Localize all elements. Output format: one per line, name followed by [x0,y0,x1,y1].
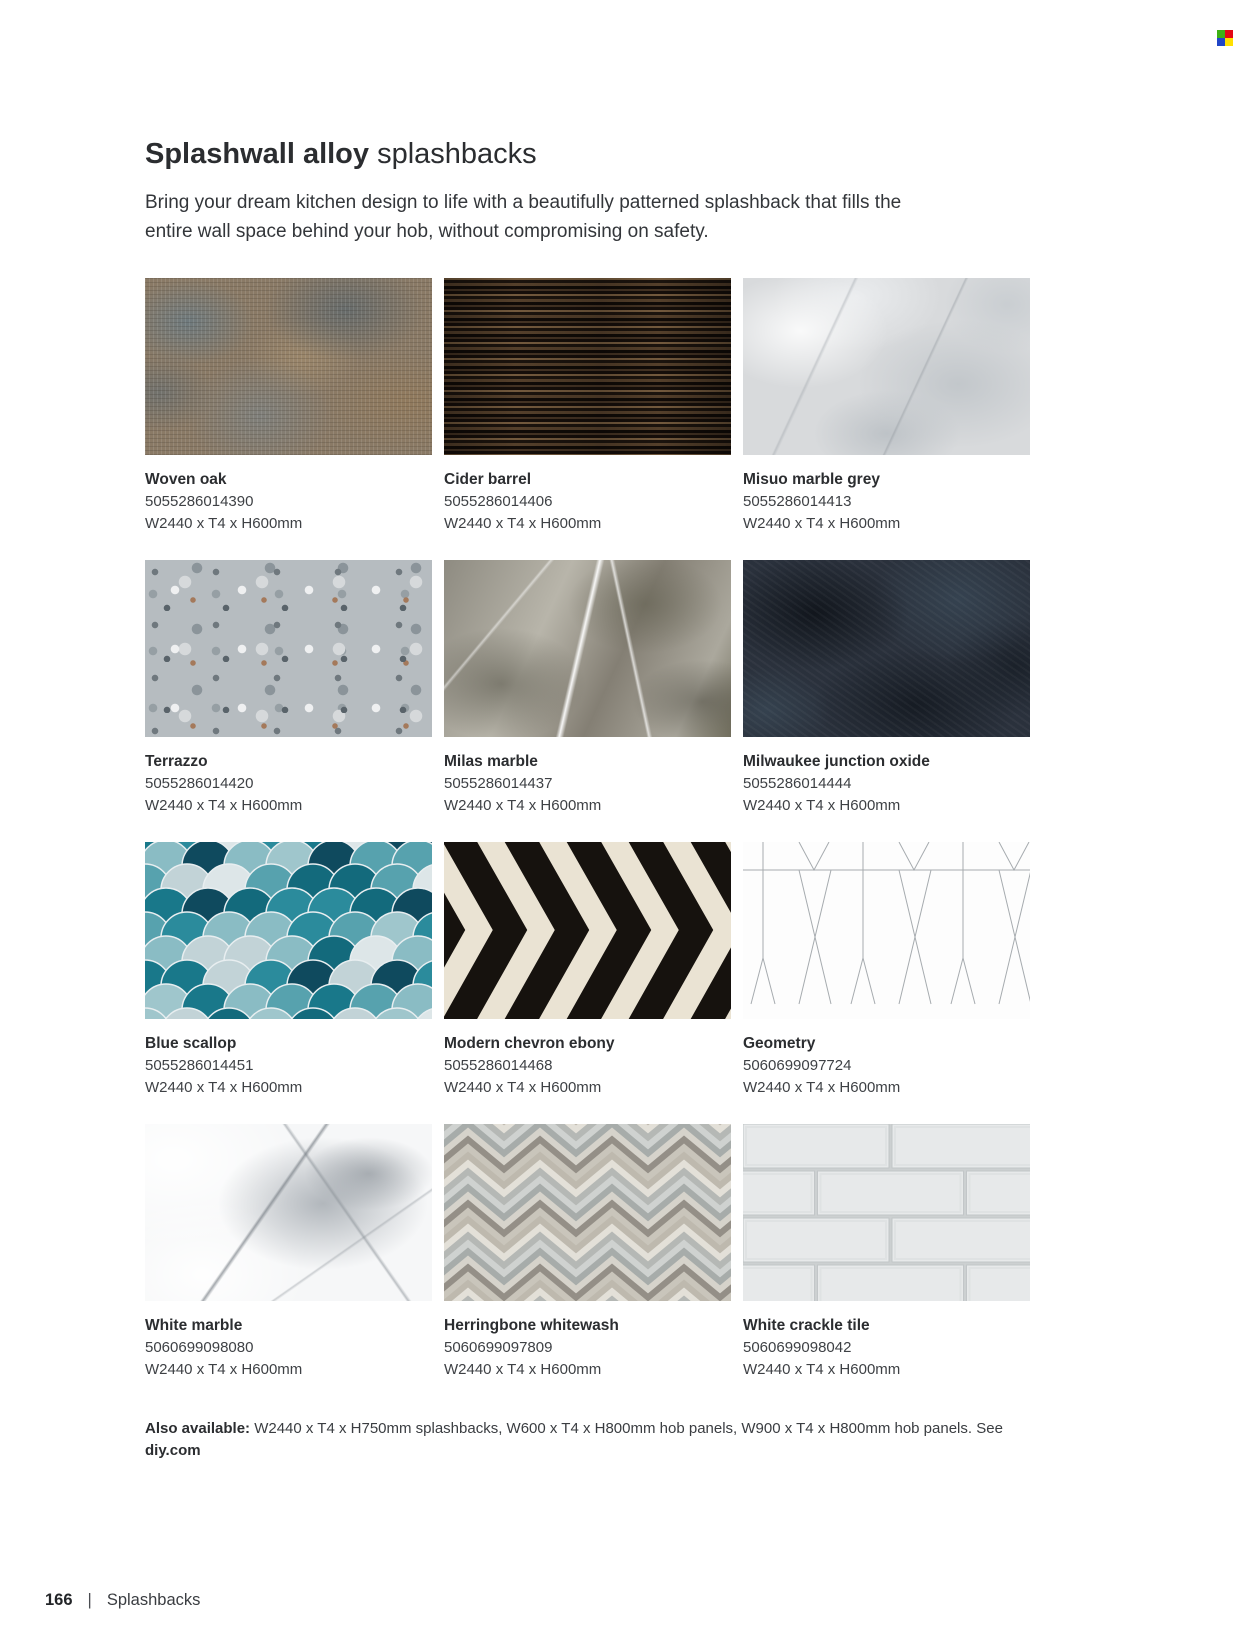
product-image-white-marble [145,1124,432,1301]
product-image-white-crackle-tile [743,1124,1030,1301]
product-code: 5055286014420 [145,775,254,793]
product-image-cider-barrel [444,278,731,455]
product-image-blue-scallop [145,842,432,1019]
diy-com-text: diy.com [145,1442,201,1460]
product-name: Cider barrel [444,471,532,489]
product-image-milas-marble [444,560,731,737]
product-image-misuo-marble-grey [743,278,1030,455]
product-dimensions: W2440 x T4 x H600mm [444,1360,602,1378]
logo-square [1217,30,1225,38]
product-code: 5055286014437 [444,775,553,793]
product-name: Blue scallop [145,1035,237,1053]
product-code: 5055286014413 [743,493,852,511]
product-dimensions: W2440 x T4 x H600mm [145,1078,303,1096]
product-dimensions: W2440 x T4 x H600mm [145,1360,303,1378]
product-card [444,842,731,1098]
product-code: 5060699098080 [145,1339,254,1357]
product-dimensions: W2440 x T4 x H600mm [145,796,303,814]
page-title-bold: Splashwall alloy [145,138,370,170]
product-dimensions: W2440 x T4 x H600mm [444,514,602,532]
product-name: Milwaukee junction oxide [743,753,930,771]
product-image-terrazzo [145,560,432,737]
product-dimensions: W2440 x T4 x H600mm [743,1360,901,1378]
product-dimensions: W2440 x T4 x H600mm [743,1078,901,1096]
product-code: 5060699097809 [444,1339,553,1357]
product-card [145,842,432,1098]
product-card [743,278,1030,534]
product-card [145,278,432,534]
product-code: 5055286014390 [145,493,254,511]
footer-section-label: Splashbacks [106,1591,201,1609]
also-available-label: Also available: [145,1420,251,1438]
product-image-modern-chevron-ebony [444,842,731,1019]
logo-square [1225,38,1233,46]
product-dimensions: W2440 x T4 x H600mm [743,514,901,532]
page-footer [45,1591,200,1610]
product-image-geometry [743,842,1030,1019]
intro-text: Bring your dream kitchen design to life with a beautifully patterned splashback that fills the entire wall space behind your hob, without compromising on safety. [145,192,902,243]
product-name: White crackle tile [743,1317,870,1335]
product-card [444,560,731,816]
brand-logo-icon [1217,30,1233,46]
product-code: 5060699098042 [743,1339,852,1357]
product-card [145,1124,432,1380]
product-code: 5055286014406 [444,493,553,511]
product-dimensions: W2440 x T4 x H600mm [145,514,303,532]
product-card [145,560,432,816]
product-name: Herringbone whitewash [444,1317,619,1335]
footer-separator: | [87,1591,92,1609]
product-dimensions: W2440 x T4 x H600mm [743,796,901,814]
logo-square [1217,38,1225,46]
product-grid [145,278,1030,1380]
product-dimensions: W2440 x T4 x H600mm [444,1078,602,1096]
product-card [444,1124,731,1380]
product-name: White marble [145,1317,243,1335]
product-code: 5060699097724 [743,1057,852,1075]
product-name: Milas marble [444,753,538,771]
product-code: 5055286014451 [145,1057,254,1075]
product-code: 5055286014468 [444,1057,553,1075]
product-name: Modern chevron ebony [444,1035,615,1053]
product-name: Terrazzo [145,753,208,771]
also-available-note [145,1418,1030,1462]
product-card [743,1124,1030,1380]
product-name: Misuo marble grey [743,471,880,489]
page-title-regular: splashbacks [377,138,537,170]
product-dimensions: W2440 x T4 x H600mm [444,796,602,814]
product-card [444,278,731,534]
product-card [743,842,1030,1098]
logo-square [1225,30,1233,38]
page-number: 166 [45,1591,73,1609]
product-card [743,560,1030,816]
product-image-herringbone-whitewash [444,1124,731,1301]
product-code: 5055286014444 [743,775,852,793]
product-name: Geometry [743,1035,816,1053]
product-image-milwaukee-junction-oxide [743,560,1030,737]
product-image-woven-oak [145,278,432,455]
page-title [145,0,1030,172]
product-name: Woven oak [145,471,227,489]
also-available-text: W2440 x T4 x H750mm splashbacks, W600 x T4 x H800mm hob panels, W900 x T4 x H800mm hob panels. See [254,1420,1003,1438]
